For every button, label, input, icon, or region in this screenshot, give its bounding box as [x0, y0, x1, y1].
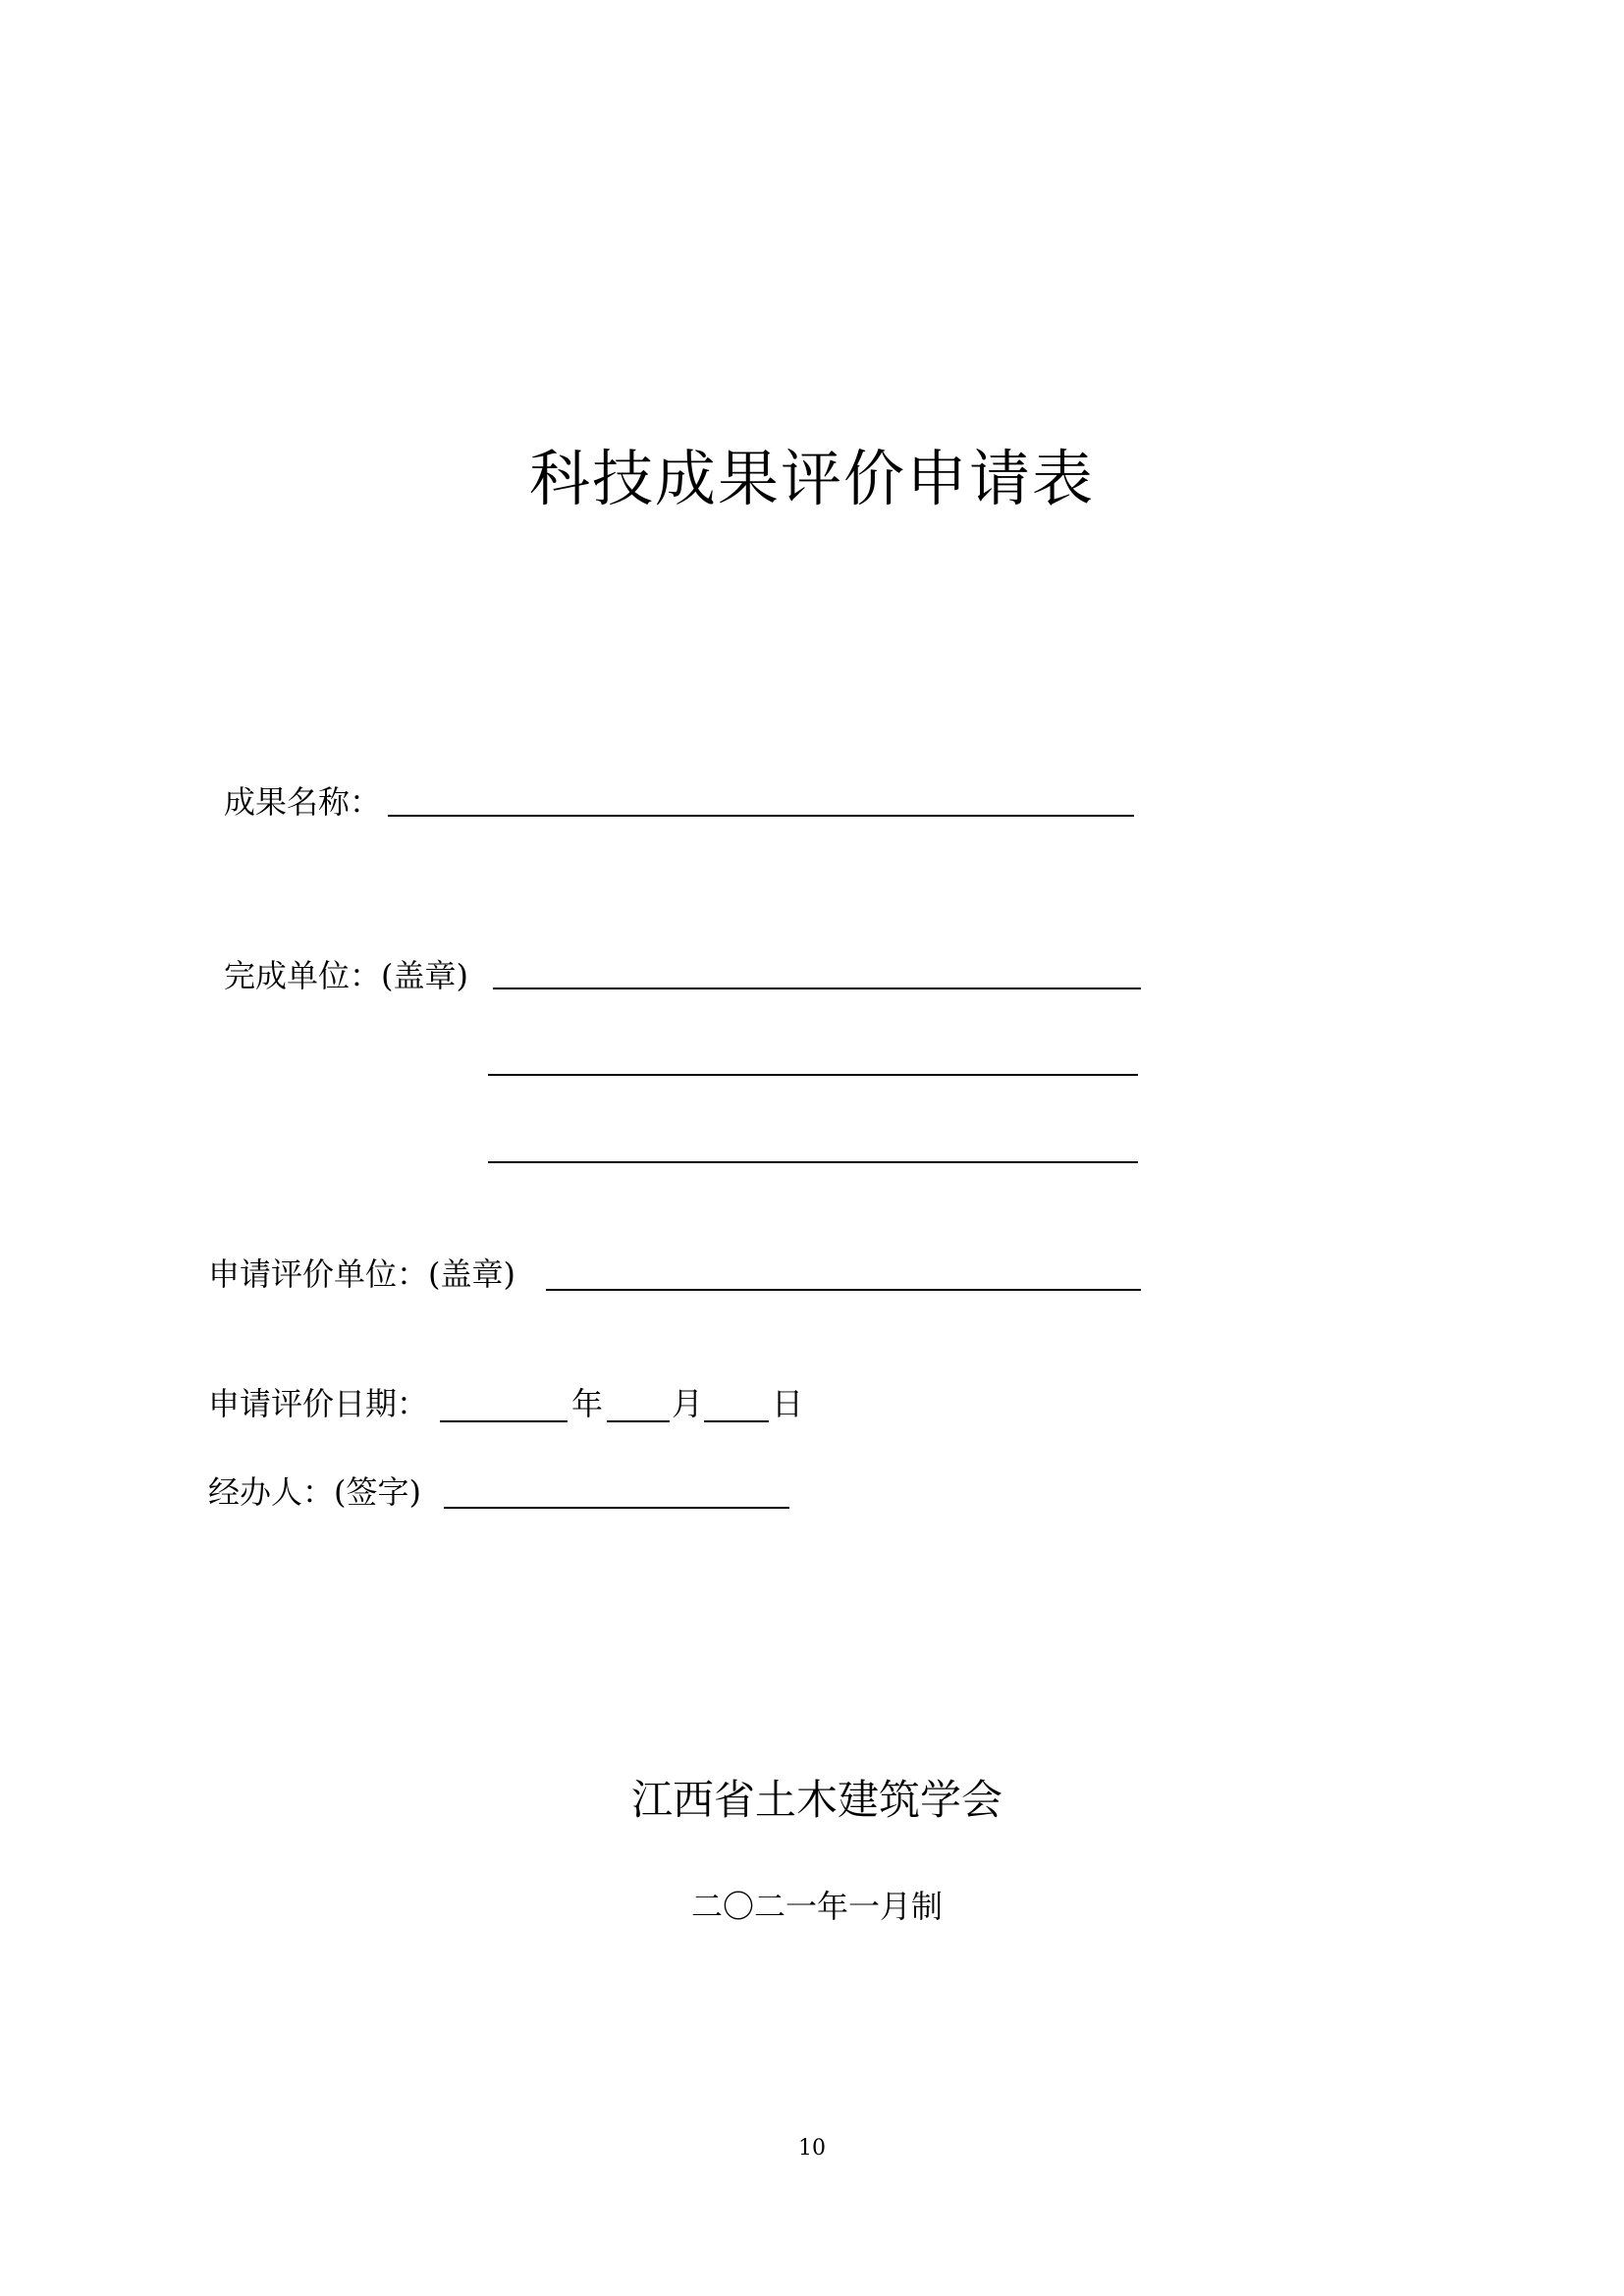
made-date-line [0, 1887, 1624, 1926]
date-day-line[interactable] [704, 1420, 769, 1422]
completing-unit-label: 完成单位：(盖章) [224, 957, 468, 994]
application-date-label: 申请评价日期： [208, 1385, 429, 1422]
date-day-unit: 日 [772, 1385, 804, 1422]
handler-signature-line[interactable] [444, 1507, 789, 1509]
handler-label: 经办人：(签字) [208, 1473, 421, 1511]
organization-text: 江西省土木建筑学会 [630, 1776, 1002, 1824]
date-year-line[interactable] [440, 1420, 568, 1422]
completing-unit-line-3[interactable] [488, 1161, 1138, 1163]
form-title: 科技成果评价申请表 [528, 443, 1095, 514]
applying-unit-line[interactable] [546, 1289, 1141, 1291]
made-date: 二〇二一年一月制 [690, 1888, 943, 1925]
date-year-unit: 年 [571, 1385, 604, 1422]
page-number: 10 [798, 2136, 826, 2161]
achievement-name-line[interactable] [388, 815, 1134, 817]
date-month-line[interactable] [607, 1420, 670, 1422]
achievement-name-label: 成果名称： [224, 783, 382, 821]
completing-unit-line-2[interactable] [488, 1074, 1138, 1076]
applying-unit-label: 申请评价单位：(盖章) [208, 1255, 515, 1293]
date-month-unit: 月 [672, 1385, 704, 1422]
completing-unit-line-1[interactable] [493, 988, 1141, 989]
organization-name [0, 1775, 1624, 1826]
